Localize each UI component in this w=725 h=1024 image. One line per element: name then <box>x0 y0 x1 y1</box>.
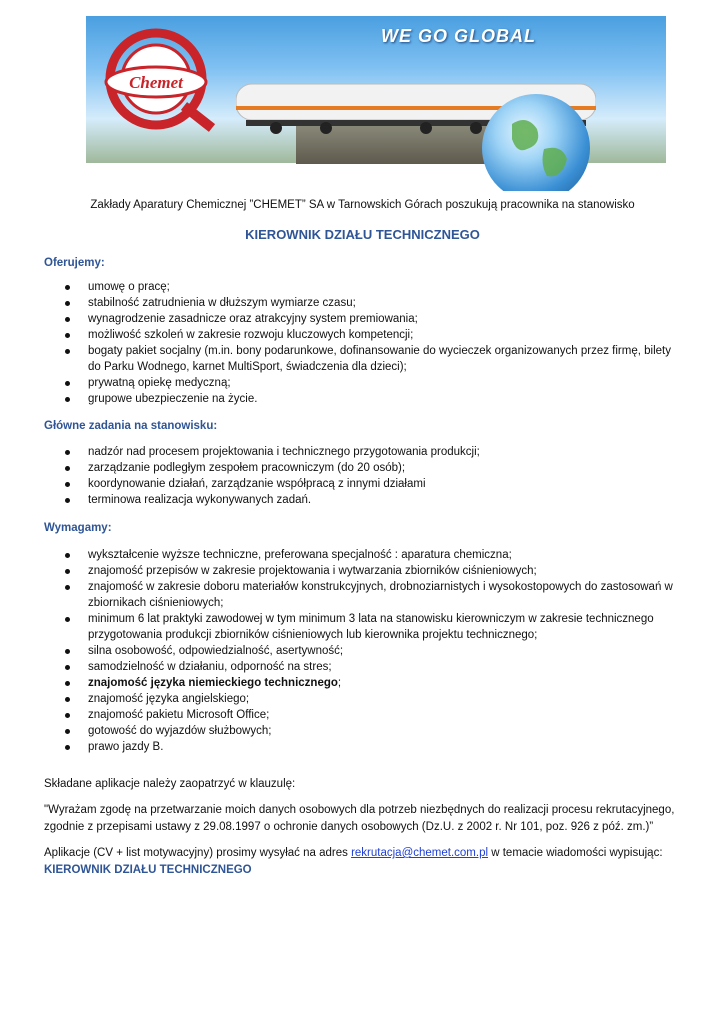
list-item: znajomość przepisów w zakresie projektowania i wytwarzania zbiorników ciśnieniowych; <box>44 563 684 579</box>
list-item: prywatną opiekę medyczną; <box>44 375 684 391</box>
list-item: umowę o pracę; <box>44 279 684 295</box>
list-item: znajomość w zakresie doboru materiałów konstrukcyjnych, drobnoziarnistych i wysokostopowych do zastosowań w zbiornikach ciśnieniowych; <box>44 579 684 611</box>
list-item: grupowe ubezpieczenie na życie. <box>44 391 684 407</box>
clause-text: "Wyrażam zgodę na przetwarzanie moich danych osobowych dla potrzeb niezbędnych do realizacji procesu rekrutacyjnego, zgodnie z przepisami ustawy z 29.08.1997 o ochronie danych osobowych (Dz.U. z 2002 r. Nr 101, poz. 926 z póź. zm.)” <box>44 804 675 833</box>
list-item: znajomość pakietu Microsoft Office; <box>44 707 684 723</box>
offer-heading: Oferujemy: <box>44 257 105 269</box>
apply-paragraph <box>44 845 684 879</box>
offer-list <box>44 279 684 407</box>
chemet-logo <box>94 24 224 134</box>
list-item: nadzór nad procesem projektowania i technicznego przygotowania produkcji; <box>44 444 684 460</box>
list-item: wykształcenie wyższe techniczne, preferowana specjalność : aparatura chemiczna; <box>44 547 684 563</box>
logo-text: Chemet <box>129 73 183 92</box>
apply-text-before: Aplikacje (CV + list motywacyjny) prosimy wysyłać na adres <box>44 847 352 859</box>
list-item: bogaty pakiet socjalny (m.in. bony podarunkowe, dofinansowanie do wycieczek organizowanych przez firmę, bilety do Parku Wodnego, karnet MultiSport, świadczenia dla dzieci); <box>44 343 684 375</box>
list-item: gotowość do wyjazdów służbowych; <box>44 723 684 739</box>
list-item: minimum 6 lat praktyki zawodowej w tym minimum 3 lata na stanowisku kierowniczym w zakresie technicznego przygotowania produkcji zbiorników ciśnieniowych lub kierownika projektu technicznego; <box>44 611 684 643</box>
bold-requirement: znajomość języka niemieckiego technicznego <box>88 677 338 689</box>
requirements-list <box>44 547 684 755</box>
list-item: silna osobowość, odpowiedzialność, asertywność; <box>44 643 684 659</box>
header-banner <box>86 16 666 191</box>
list-item: zarządzanie podległym zespołem pracowniczym (do 20 osób); <box>44 460 684 476</box>
apply-text-after: w temacie wiadomości wypisując: <box>488 847 663 859</box>
list-item <box>44 675 684 691</box>
list-item: koordynowanie działań, zarządzanie współpracą z innymi działami <box>44 476 684 492</box>
tasks-list <box>44 444 684 508</box>
list-item: samodzielność w działaniu, odporność na stres; <box>44 659 684 675</box>
job-title: KIEROWNIK DZIAŁU TECHNICZNEGO <box>245 227 480 242</box>
intro-text: Zakłady Aparatury Chemicznej ”CHEMET” SA w Tarnowskich Górach poszukują pracownika na stanowisko <box>90 199 635 211</box>
list-item: możliwość szkoleń w zakresie rozwoju kluczowych kompetencji; <box>44 327 684 343</box>
list-item: znajomość języka angielskiego; <box>44 691 684 707</box>
email-link[interactable]: rekrutacja@chemet.com.pl <box>351 847 489 859</box>
apply-subject: KIEROWNIK DZIAŁU TECHNICZNEGO <box>44 864 252 876</box>
clause-intro: Składane aplikacje należy zaopatrzyć w klauzulę: <box>44 778 296 790</box>
requirements-heading: Wymagamy: <box>44 522 112 534</box>
list-item: prawo jazdy B. <box>44 739 684 755</box>
tasks-heading: Główne zadania na stanowisku: <box>44 420 218 432</box>
list-item: terminowa realizacja wykonywanych zadań. <box>44 492 684 508</box>
list-item: stabilność zatrudnienia w dłuższym wymiarze czasu; <box>44 295 684 311</box>
banner-slogan: WE GO GLOBAL <box>381 26 536 46</box>
list-item: wynagrodzenie zasadnicze oraz atrakcyjny system premiowania; <box>44 311 684 327</box>
bold-requirement-suffix: ; <box>337 677 342 689</box>
globe-image <box>482 94 590 191</box>
